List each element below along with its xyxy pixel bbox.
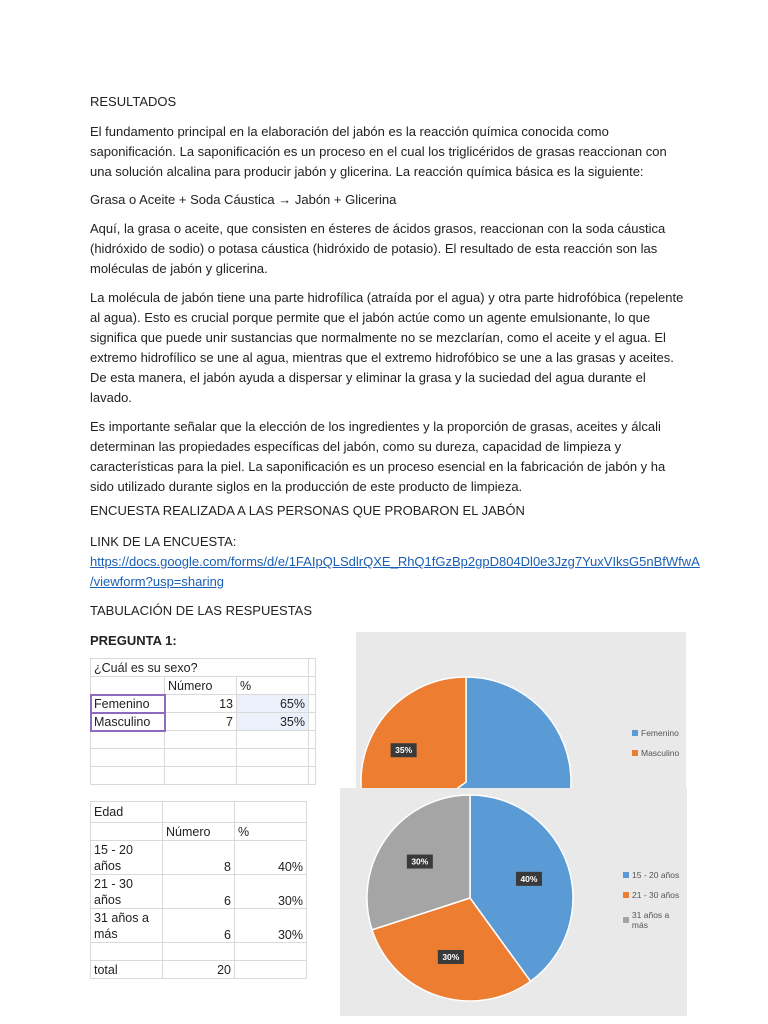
survey-link[interactable]	[90, 552, 700, 592]
age-row-label[interactable]: 21 - 30 años	[91, 875, 163, 909]
legend-label: 31 años a más	[631, 910, 670, 930]
results-paragraph-2: Aquí, la grasa o aceite, que consisten en ésteres de ácidos grasos, reaccionan con la soda cáustica (hidróxido de sodio) o potasa cáustica (hidróxido de potasio). El resultado de esta reacción son las moléculas de jabón y glicerina.	[90, 221, 666, 276]
question-1-heading: PREGUNTA 1:	[90, 633, 177, 648]
legend-label: Masculino	[641, 748, 680, 758]
sex-chart-legend	[632, 728, 679, 768]
age-row-label[interactable]: 31 años a más	[91, 909, 163, 943]
table-row	[91, 695, 316, 713]
sex-row-percent[interactable]: 35%	[237, 713, 309, 731]
table-row	[91, 659, 316, 677]
age-chart-legend	[623, 870, 687, 940]
results-paragraph-3: La molécula de jabón tiene una parte hidrofílica (atraída por el agua) y otra parte hidrofóbica (repelente al agua). Esto es crucial porque permite que el jabón actúe como un agente emulsionante, lo que significa que puede unir sustancias que normalmente no se mezclarían, como el aceite y el agua. El extremo hidrofílico se une al agua, mientras que el extremo hidrofóbico se une a las grasas y aceites. De esta manera, el jabón ayuda a dispersar y eliminar la grasa y la suciedad del agua durante el lavado.	[90, 290, 684, 405]
sex-col-percent: %	[237, 677, 309, 695]
data-label: 30%	[442, 951, 460, 962]
age-total-label: total	[91, 961, 163, 979]
results-heading: RESULTADOS	[90, 94, 177, 109]
data-label: 40%	[520, 873, 538, 884]
legend-item	[623, 870, 687, 880]
sex-row-label[interactable]: Masculino	[91, 713, 165, 731]
legend-label: 21 - 30 años	[632, 890, 680, 900]
legend-swatch	[623, 892, 629, 898]
age-row-number[interactable]: 6	[163, 875, 235, 909]
age-row-number[interactable]: 8	[163, 841, 235, 875]
legend-item	[623, 890, 687, 900]
results-paragraph-4: Es importante señalar que la elección de los ingredientes y la proporción de grasas, aceites y álcali determinan las propiedades específicas del jabón, como su dureza, capacidad de limpieza y características para la piel. La saponificación es un proceso esencial en la fabricación de jabón y ha sido utilizado durante siglos en la producción de este producto de limpieza.	[90, 419, 666, 494]
table-row	[91, 823, 307, 841]
age-row-percent[interactable]: 30%	[235, 875, 307, 909]
sex-row-percent[interactable]: 65%	[237, 695, 309, 713]
tabulation-heading: TABULACIÓN DE LAS RESPUESTAS	[90, 603, 313, 618]
legend-swatch	[632, 750, 638, 756]
sex-row-label[interactable]: Femenino	[91, 695, 165, 713]
survey-link-line-2[interactable]: /viewform?usp=sharing	[90, 574, 225, 589]
sex-table-title: ¿Cuál es su sexo?	[91, 659, 309, 677]
sex-row-number[interactable]: 13	[165, 695, 237, 713]
sex-pie-svg	[356, 632, 686, 792]
reaction-equation: Grasa o Aceite + Soda Cáustica → Jabón + Glicerina	[90, 192, 397, 207]
legend-item	[623, 910, 687, 930]
legend-swatch	[632, 730, 638, 736]
legend-swatch	[623, 872, 629, 878]
legend-label: 15 - 20 años	[632, 870, 680, 880]
table-row	[91, 713, 316, 731]
age-row-number[interactable]: 6	[163, 909, 235, 943]
sex-col-number: Número	[165, 677, 237, 695]
legend-label: Femenino	[641, 728, 679, 738]
survey-link-line-1[interactable]: https://docs.google.com/forms/d/e/1FAIpQLSdlrQXE_RhQ1fGzBp2gpD804Dl0e3Jzg7YuxVIksG5nBfWfwA	[90, 554, 700, 569]
results-paragraph-1: El fundamento principal en la elaboración del jabón es la reacción química conocida como saponificación. La saponificación es un proceso en el cual los triglicéridos de grasas reaccionan con una solución alcalina para producir jabón y glicerina. La reacción química básica es la siguiente:	[90, 124, 667, 179]
table-row	[91, 677, 316, 695]
survey-link-label: LINK DE LA ENCUESTA:	[90, 534, 237, 549]
results-section	[90, 92, 690, 497]
age-row-percent[interactable]: 40%	[235, 841, 307, 875]
table-row	[91, 909, 307, 943]
table-row	[91, 841, 307, 875]
sex-pie-chart	[356, 632, 686, 792]
age-table	[90, 801, 307, 979]
legend-item	[632, 728, 679, 738]
legend-item	[632, 748, 679, 758]
sex-table	[90, 658, 316, 785]
data-label: 35%	[395, 745, 413, 756]
survey-section	[90, 501, 700, 651]
data-label: 30%	[411, 856, 429, 867]
age-pie-chart	[340, 788, 687, 1016]
survey-heading: ENCUESTA REALIZADA A LAS PERSONAS QUE PROBARON EL JABÓN	[90, 503, 525, 518]
table-row	[91, 875, 307, 909]
sex-row-number[interactable]: 7	[165, 713, 237, 731]
table-row	[91, 961, 307, 979]
age-row-percent[interactable]: 30%	[235, 909, 307, 943]
age-total-value: 20	[163, 961, 235, 979]
table-row	[91, 802, 307, 823]
age-col-percent: %	[235, 823, 307, 841]
age-table-title: Edad	[91, 802, 163, 823]
age-row-label[interactable]: 15 - 20 años	[91, 841, 163, 875]
legend-swatch	[623, 917, 629, 923]
age-col-number: Número	[163, 823, 235, 841]
